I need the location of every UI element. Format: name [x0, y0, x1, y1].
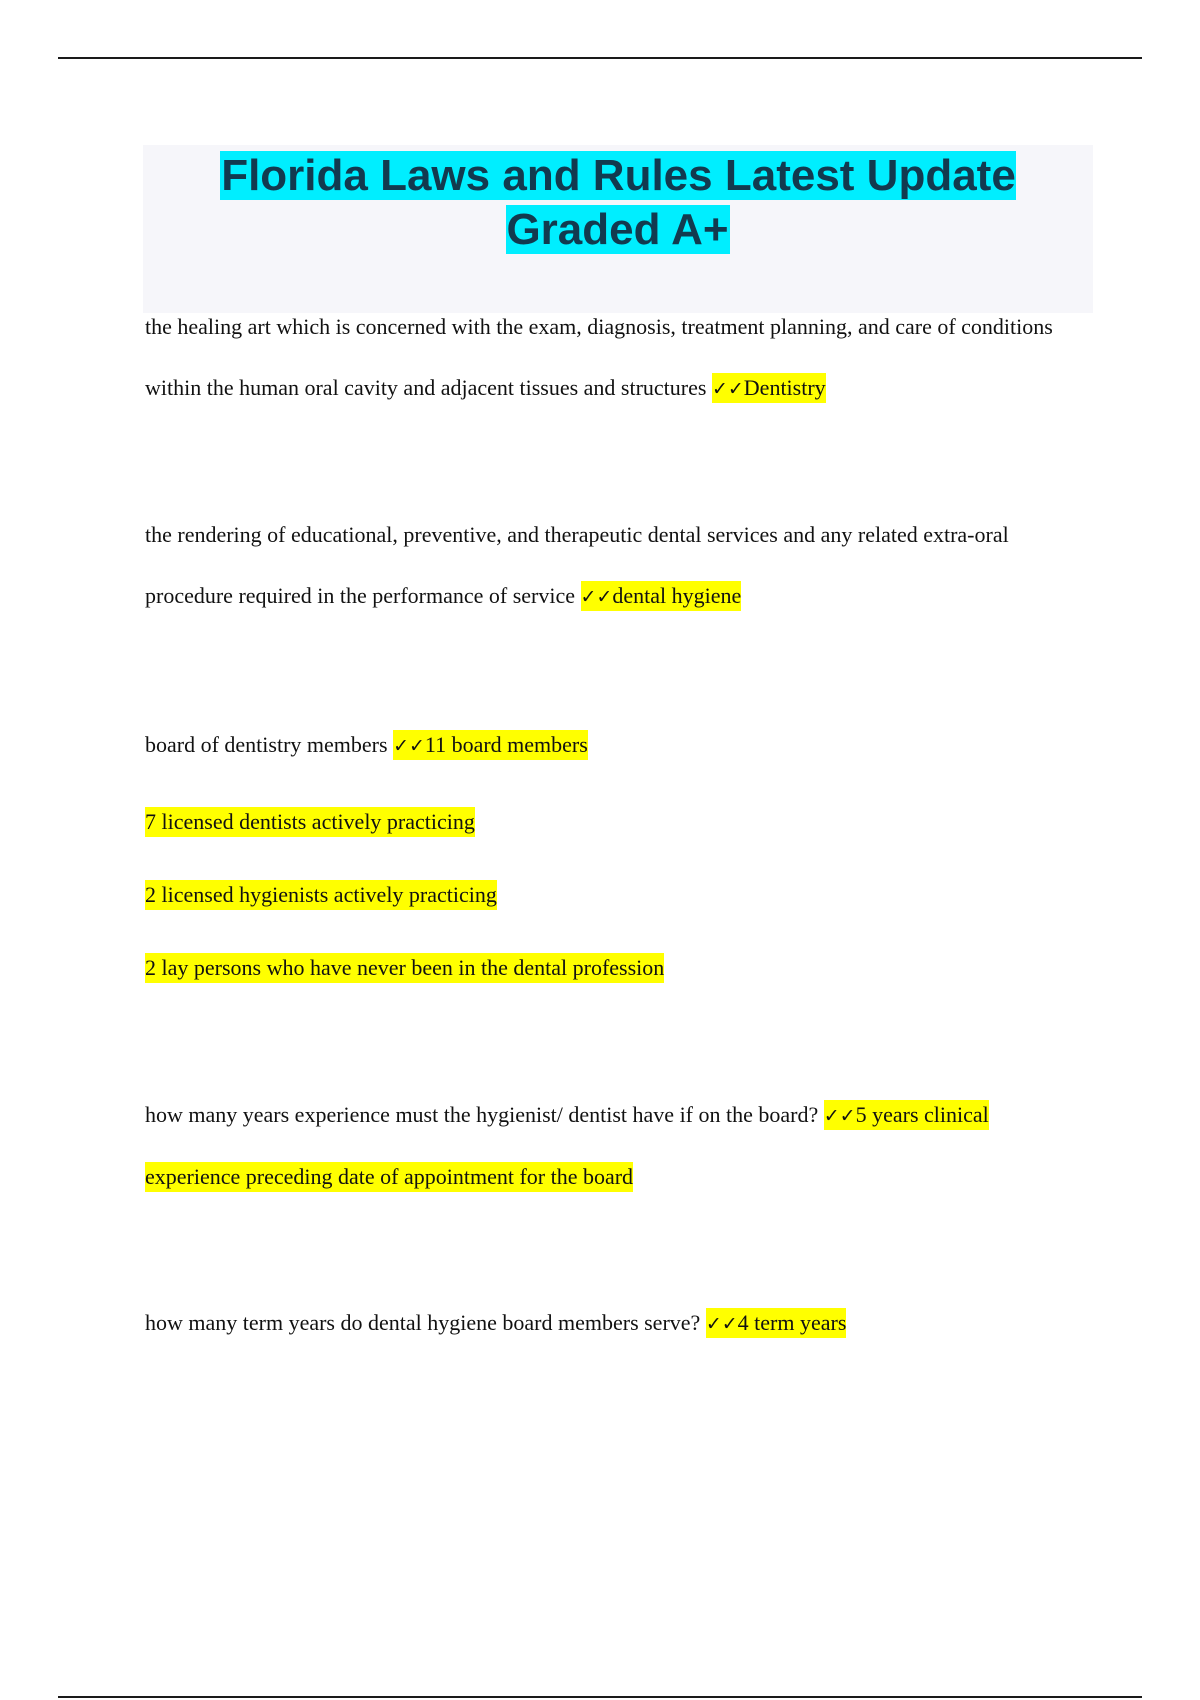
qa-entry-term-years: [145, 1308, 846, 1339]
question-text: how many years experience must the hygienist/ dentist have if on the board?: [145, 1102, 819, 1127]
detail-text: 2 licensed hygienists actively practicing: [145, 880, 497, 910]
answer-text: 5 years clinical experience preceding date of appointment for the board: [145, 1102, 989, 1189]
answer-text: 4 term years: [737, 1310, 847, 1335]
answer-text: 11 board members: [424, 732, 588, 757]
answer-highlight: [393, 730, 588, 760]
detail-line: [145, 953, 664, 983]
title-block: [143, 145, 1093, 313]
detail-text: 7 licensed dentists actively practicing: [145, 807, 475, 837]
question-text: board of dentistry members: [145, 732, 388, 757]
question-text: the healing art which is concerned with the exam, diagnosis, treatment planning, and care of conditions within the human oral cavity and adjacent tissues and structures: [145, 314, 1053, 400]
top-rule: [58, 57, 1142, 59]
answer-text: dental hygiene: [612, 582, 742, 608]
question-text: how many term years do dental hygiene board members serve?: [145, 1310, 701, 1335]
question-text: the rendering of educational, preventive, and therapeutic dental services and any related extra-oral procedure required in the performance of service: [145, 522, 1009, 608]
qa-entry-experience: [145, 1085, 1085, 1207]
answer-highlight: [581, 581, 742, 611]
qa-entry-board-members: [145, 730, 588, 761]
check-icon: ✓✓: [705, 1313, 738, 1335]
detail-text: 2 lay persons who have never been in the dental profession: [145, 953, 664, 983]
check-icon: ✓✓: [393, 735, 425, 757]
detail-line: [145, 807, 475, 837]
answer-highlight: [712, 373, 826, 403]
check-icon: ✓✓: [711, 377, 744, 400]
document-title: Florida Laws and Rules Latest Update Graded A+: [221, 151, 1016, 254]
bottom-rule: [58, 1696, 1142, 1698]
check-icon: ✓✓: [580, 585, 613, 608]
answer-highlight: [706, 1308, 847, 1338]
qa-entry-dentistry: [145, 297, 1085, 419]
check-icon: ✓✓: [823, 1105, 856, 1127]
detail-line: [145, 880, 497, 910]
qa-entry-dental-hygiene: [145, 505, 1085, 627]
answer-text: Dentistry: [743, 374, 826, 400]
